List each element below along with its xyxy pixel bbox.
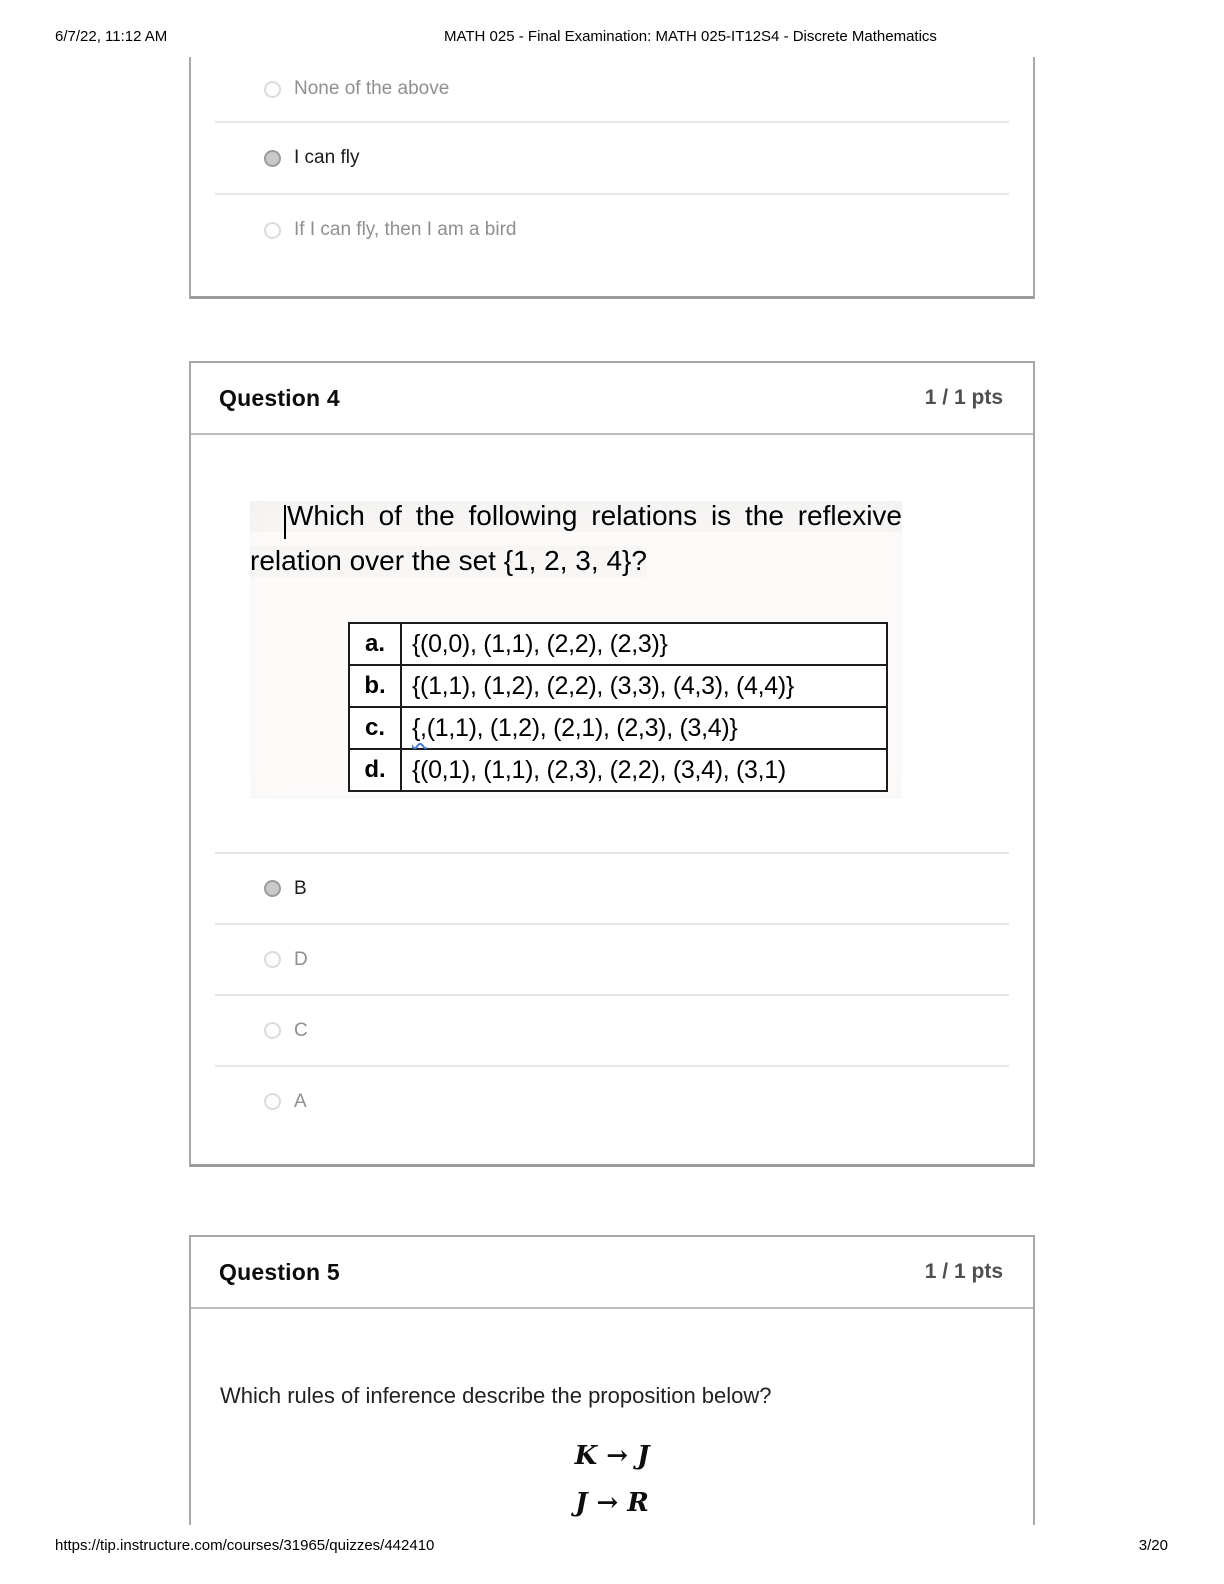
print-title: MATH 025 - Final Examination: MATH 025-IT12S4 - Discrete Mathematics [444,28,937,45]
answer-label[interactable]: B [294,877,307,899]
table-row-value-rest: (1,1), (1,2), (2,1), (2,3), (3,4)} [426,713,738,742]
answer-choices-table [348,622,888,792]
answer-label[interactable]: If I can fly, then I am a bird [294,219,517,240]
table-row-value: {(1,1), (1,2), (2,2), (3,3), (4,3), (4,4)} [401,665,887,707]
question-card-partial [189,57,1035,299]
table-row-label: a. [349,623,401,665]
footer-url: https://tip.instructure.com/courses/31965/quizzes/442410 [55,1537,435,1554]
answer-row [191,996,1033,1065]
points-badge: 1 / 1 pts [924,1260,1003,1283]
question-stem: Which rules of inference describe the proposition below? [220,1383,772,1408]
question-header [191,1237,1033,1309]
answer-row [191,123,1033,193]
table-row [349,707,887,749]
answer-row [191,195,1033,265]
table-row-label: b. [349,665,401,707]
radio-button-selected[interactable] [264,880,281,897]
answer-label[interactable]: None of the above [294,78,450,99]
radio-button[interactable] [264,951,281,968]
table-row [349,749,887,791]
misspell-squiggle: {, [412,713,427,742]
math-proposition: J → R [575,1488,649,1518]
question-title: Question 5 [219,1258,340,1285]
answer-label[interactable]: D [294,948,308,970]
points-badge: 1 / 1 pts [924,386,1003,409]
radio-button[interactable] [264,81,281,98]
question-card-5 [189,1235,1035,1525]
table-row-value [401,707,887,749]
answer-row [191,1067,1033,1136]
question-title: Question 4 [219,384,340,411]
table-row-label: d. [349,749,401,791]
stem-line: relation over the set {1, 2, 3, 4}? [250,544,647,576]
radio-button-selected[interactable] [264,150,281,167]
footer-page-number: 3/20 [1138,1537,1168,1554]
answer-row [191,925,1033,994]
answer-row [191,57,1033,121]
math-proposition: K → J [574,1441,650,1471]
answers-list [191,852,1033,1136]
table-row [349,665,887,707]
answer-row [191,854,1033,923]
print-datetime: 6/7/22, 11:12 AM [55,28,168,45]
answer-label[interactable]: A [294,1090,307,1112]
question-header [191,363,1033,435]
radio-button[interactable] [264,222,281,239]
table-row-value: {(0,0), (1,1), (2,2), (2,3)} [401,623,887,665]
table-row-value: {(0,1), (1,1), (2,3), (2,2), (3,4), (3,1) [401,749,887,791]
question-card-4 [189,361,1035,1167]
answer-label[interactable]: I can fly [294,147,360,168]
question-stem-image [250,501,902,799]
table-row [349,623,887,665]
text-cursor [284,505,286,539]
table-row-label: c. [349,707,401,749]
radio-button[interactable] [264,1093,281,1110]
answer-label[interactable]: C [294,1019,308,1041]
stem-line: Which of the following relations is the reflexive [250,501,902,532]
radio-button[interactable] [264,1022,281,1039]
